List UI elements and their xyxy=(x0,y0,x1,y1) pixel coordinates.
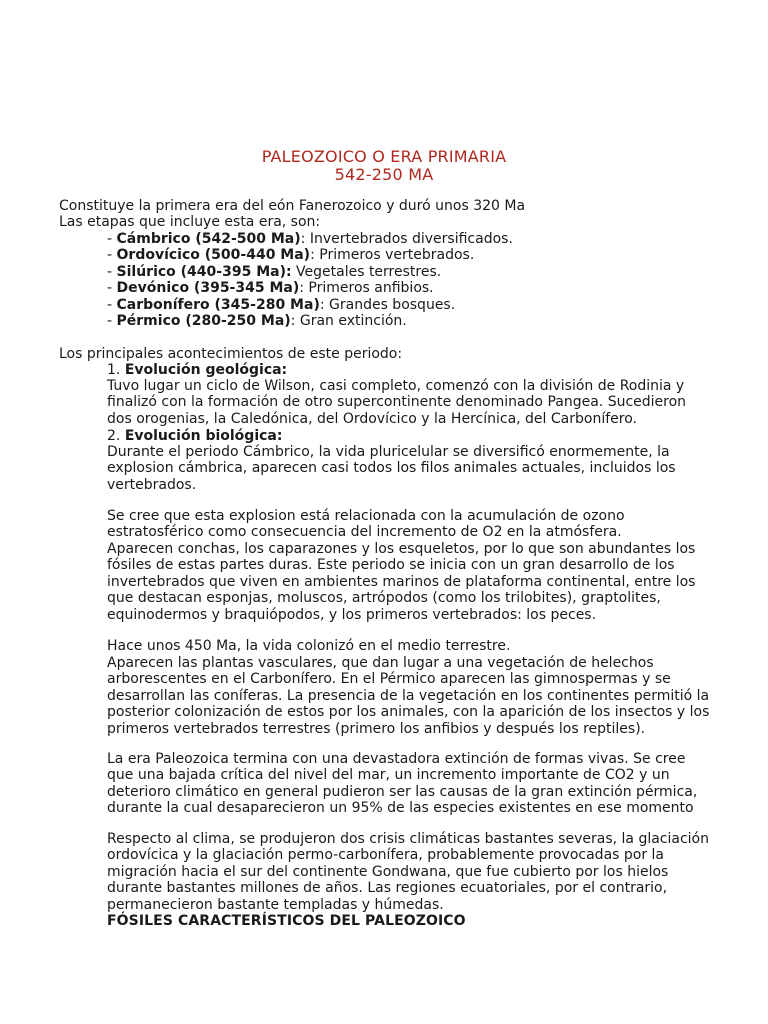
section-heading xyxy=(107,428,282,444)
section-title: Evolución biológica: xyxy=(124,428,283,444)
fossils-heading: FÓSILES CARACTERÍSTICOS DEL PALEOZOICO xyxy=(107,913,466,929)
section-text: Durante el periodo Cámbrico, la vida pluricelular se diversificó enormemente, la explosion cámbrica, aparecen casi todos los filos animales actuales, incluidos los vertebrados. xyxy=(107,444,676,493)
section-number: 1. xyxy=(107,362,125,378)
period-prefix: - xyxy=(107,313,117,329)
period-desc: : Primeros vertebrados. xyxy=(310,247,475,263)
period-name: Cámbrico (542-500 Ma) xyxy=(116,231,301,247)
period-desc: : Grandes bosques. xyxy=(319,297,456,313)
period-name: Ordovícico (500-440 Ma) xyxy=(116,247,311,263)
period-item xyxy=(107,247,474,263)
period-item xyxy=(107,313,407,329)
section-title: Evolución geológica: xyxy=(124,362,288,378)
events-intro: Los principales acontecimientos de este periodo: xyxy=(59,346,403,362)
section-text: Tuvo lugar un ciclo de Wilson, casi completo, comenzó con la división de Rodinia y finalizó con la formación de otro supercontinente denominado Pangea. Sucedieron dos orogenias, la Caledónica, del Ordovícico y la Hercínica, del Carbonífero. xyxy=(107,378,687,427)
paragraph: Hace unos 450 Ma, la vida colonizó en el medio terrestre. xyxy=(107,638,511,654)
paragraph: Aparecen las plantas vasculares, que dan lugar a una vegetación de helechos arborescentes en el Carbonífero. En el Pérmico aparecen las gimnospermas y se desarrollan las coníferas. La presencia de la vegetación en los continentes permitió la posterior colonización de estos por los animales, con la aparición de los insectos y los primeros vertebrados terrestres (primero los anfibios y después los reptiles). xyxy=(107,655,710,737)
period-item xyxy=(107,264,441,280)
period-prefix: - xyxy=(107,297,117,313)
page-title: PALEOZOICO O ERA PRIMARIA xyxy=(261,147,507,166)
period-name: Pérmico (280-250 Ma) xyxy=(116,313,291,329)
period-name: Carbonífero (345-280 Ma) xyxy=(116,297,320,313)
paragraph: Se cree que esta explosion está relacionada con la acumulación de ozono estratosférico como consecuencia del incremento de O2 en la atmósfera. xyxy=(107,508,625,541)
period-prefix: - xyxy=(107,280,117,296)
period-prefix: - xyxy=(107,231,117,247)
period-name: Silúrico (440-395 Ma): xyxy=(116,264,292,280)
period-item xyxy=(107,297,455,313)
period-item xyxy=(107,231,513,247)
period-prefix: - xyxy=(107,264,117,280)
period-desc: : Gran extinción. xyxy=(290,313,407,329)
paragraph: La era Paleozoica termina con una devastadora extinción de formas vivas. Se cree que una bajada crítica del nivel del mar, un incremento importante de CO2 y un deterioro climático en general pudieron ser las causas de la gran extinción pérmica, durante la cual desaparecieron un 95% de las especies existentes en ese momento xyxy=(107,751,698,817)
period-desc: : Primeros anfibios. xyxy=(299,280,434,296)
section-number: 2. xyxy=(107,428,125,444)
period-prefix: - xyxy=(107,247,117,263)
paragraph: Aparecen conchas, los caparazones y los esqueletos, por lo que son abundantes los fósiles de estas partes duras. Este periodo se inicia con un gran desarrollo de los invertebrados que viven en ambientes marinos de plataforma continental, entre los que destacan esponjas, moluscos, artrópodos (como los trilobites), graptolites, equinodermos y braquiópodos, y los primeros vertebrados: los peces. xyxy=(107,541,696,623)
period-desc: Vegetales terrestres. xyxy=(291,264,442,280)
intro-line-2: Las etapas que incluye esta era, son: xyxy=(59,214,321,230)
paragraph: Respecto al clima, se produjeron dos crisis climáticas bastantes severas, la glaciación ordovícica y la glaciación permo-carbonífera, probablemente provocadas por la migración hacia el sur del continente Gondwana, que fue cubierto por los hielos durante bastantes millones de años. Las regiones ecuatoriales, por el contrario, permanecieron bastante templadas y húmedas. xyxy=(107,831,709,913)
period-name: Devónico (395-345 Ma) xyxy=(116,280,300,296)
intro-line-1: Constituye la primera era del eón Fanerozoico y duró unos 320 Ma xyxy=(59,198,526,214)
period-item xyxy=(107,280,434,296)
page-subtitle: 542-250 MA xyxy=(334,165,434,184)
section-heading xyxy=(107,362,287,378)
period-desc: : Invertebrados diversificados. xyxy=(300,231,513,247)
